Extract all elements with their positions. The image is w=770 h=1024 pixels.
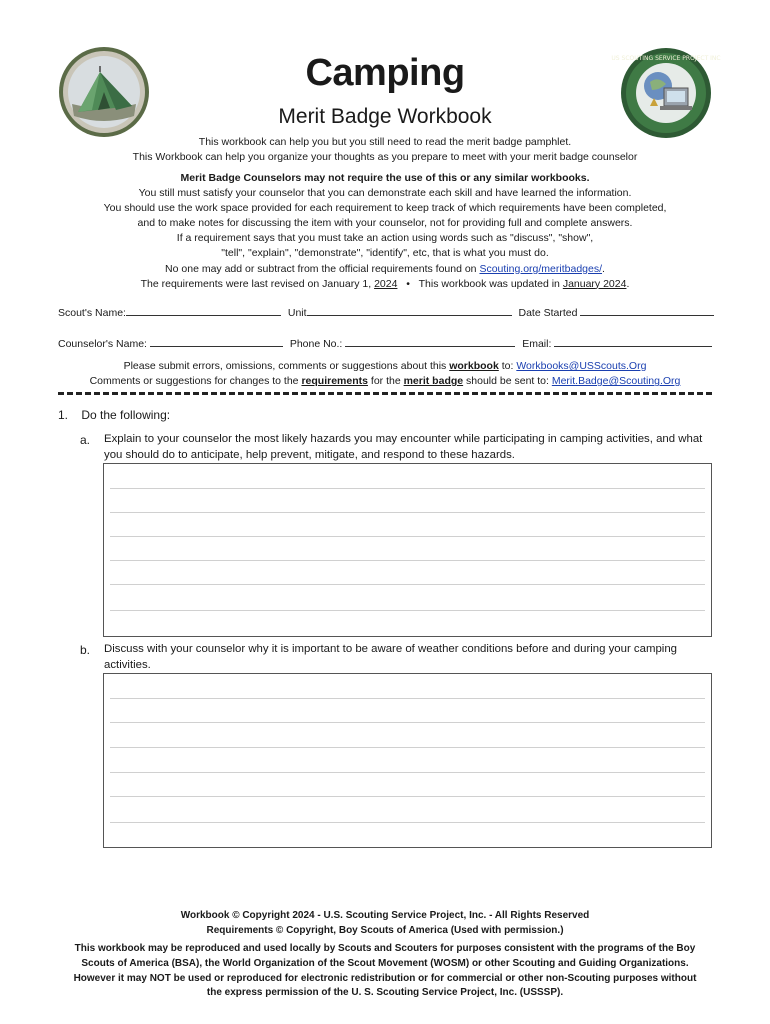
notice-line-5: If a requirement says that you must take an action using words such as "discuss", "show",	[176, 232, 594, 245]
page-title: Camping	[305, 52, 465, 94]
page-subtitle: Merit Badge Workbook	[278, 105, 492, 128]
notice-line-3: You should use the work space provided for each requirement to keep track of which requirements have been completed,	[103, 202, 667, 215]
requirements-link[interactable]: Scouting.org/meritbadges/	[479, 262, 603, 275]
answer-rule	[110, 722, 705, 723]
notice-line-7	[0, 262, 770, 277]
date-started-field[interactable]	[580, 305, 714, 316]
scout-name-field[interactable]	[126, 305, 281, 316]
submit-info	[0, 359, 770, 389]
submit-line-2-middle: for the	[367, 375, 404, 388]
answer-rule	[110, 512, 705, 513]
usage-line-2: Scouts of America (BSA), the World Organization of the Scout Movement (WOSM) or other Scouting and Guiding Organizations.	[81, 957, 689, 969]
notice-bold-line: Merit Badge Counselors may not require the use of this or any similar workbooks.	[180, 172, 590, 184]
requirement-1b-line-2: activities.	[104, 658, 151, 671]
requirement-1b-line-1: Discuss with your counselor why it is important to be aware of weather conditions before and during your camping	[104, 643, 677, 655]
phone-field[interactable]	[345, 336, 515, 347]
counselor-name-field[interactable]	[150, 336, 283, 347]
submit-line-2-prefix: Comments or suggestions for changes to the	[89, 375, 302, 388]
submit-line-1	[0, 359, 770, 374]
usage-line-4: the express permission of the U. S. Scouting Service Project, Inc. (USSSP).	[206, 987, 564, 999]
workbook-word: workbook	[449, 360, 499, 372]
requirement-1a-text	[104, 432, 714, 463]
requirement-1a-line-2: you should do to anticipate, help prevent, mitigate, and respond to these hazards.	[104, 448, 515, 461]
copyright-block	[0, 909, 770, 939]
answer-box-1b[interactable]	[103, 673, 712, 848]
answer-rule	[110, 698, 705, 699]
submit-line-1-middle: to:	[498, 360, 517, 372]
answer-rule	[110, 584, 705, 585]
answer-rule	[110, 610, 705, 611]
counselor-notice	[0, 171, 770, 292]
workbooks-email-link[interactable]: Workbooks@USScouts.Org	[516, 360, 647, 372]
usage-notice	[0, 942, 770, 1001]
answer-rule	[110, 488, 705, 489]
answer-rule	[110, 796, 705, 797]
section-divider	[58, 392, 712, 395]
email-label: Email:	[522, 338, 552, 350]
scout-name-label: Scout's Name:	[58, 307, 126, 319]
unit-field[interactable]	[307, 305, 512, 316]
intro-line-1: This workbook can help you but you still need to read the merit badge pamphlet.	[198, 136, 572, 148]
updated-suffix: .	[626, 277, 630, 290]
answer-rule	[110, 560, 705, 561]
usage-line-1: This workbook may be reproduced and used locally by Scouts and Scouters for purposes consistent with the programs of the Boy	[74, 943, 696, 954]
requirement-1b-label: b.	[80, 643, 91, 657]
counselor-info-row	[58, 336, 712, 350]
requirement-1-number: 1.	[58, 408, 69, 422]
intro-text	[0, 135, 770, 164]
copyright-line-2: Requirements © Copyright, Boy Scouts of America (Used with permission.)	[206, 924, 564, 936]
updated-date: January 2024	[562, 277, 627, 290]
counselor-name-label: Counselor's Name:	[58, 338, 147, 350]
requirement-1a-label: a.	[80, 433, 91, 447]
answer-rule	[110, 747, 705, 748]
unit-label: Unit	[287, 307, 307, 319]
answer-rule	[110, 536, 705, 537]
merit-badge-word: merit badge	[403, 375, 464, 388]
notice-line-6: "tell", "explain", "demonstrate", "identify", etc, that is what you must do.	[221, 247, 549, 260]
seal-text: US SCOUTING SERVICE PROJECT INC	[611, 55, 721, 62]
phone-label: Phone No.:	[289, 338, 343, 350]
requirements-word: requirements	[301, 375, 368, 388]
usage-line-3: However it may NOT be used or reproduced for electronic redistribution or for commercial or other non-Scouting purposes without	[73, 972, 697, 984]
notice-line-4: and to make notes for discussing the item with your counselor, not for providing full and complete answers.	[137, 217, 633, 230]
requirement-1	[58, 408, 170, 422]
copyright-line-1: Workbook © Copyright 2024 - U.S. Scouting Service Project, Inc. - All Rights Reserved	[180, 910, 590, 921]
intro-line-2: This Workbook can help you organize your thoughts as you prepare to meet with your merit badge counselor	[132, 150, 638, 163]
notice-line-7-prefix: No one may add or subtract from the official requirements found on	[165, 262, 480, 275]
requirement-1-text: Do the following:	[81, 408, 171, 422]
requirement-1a-line-1: Explain to your counselor the most likely hazards you may encounter while participating in camping activities, and what	[104, 433, 703, 445]
scout-info-row	[58, 305, 714, 319]
notice-line-8	[0, 277, 770, 292]
revised-year: 2024	[374, 277, 398, 290]
bullet-separator: •	[406, 277, 410, 290]
date-started-label: Date Started	[518, 307, 578, 319]
updated-prefix: This workbook was updated in	[418, 277, 563, 290]
notice-line-7-suffix: .	[602, 262, 605, 275]
answer-box-1a[interactable]	[103, 463, 712, 637]
submit-line-2-middle2: should be sent to:	[463, 375, 552, 388]
submit-line-1-prefix: Please submit errors, omissions, comments or suggestions about this	[123, 360, 450, 372]
email-field[interactable]	[554, 336, 712, 347]
merit-badge-email-link[interactable]: Merit.Badge@Scouting.Org	[551, 375, 681, 388]
notice-line-2: You still must satisfy your counselor that you can demonstrate each skill and have learned the information.	[138, 187, 632, 200]
answer-rule	[110, 822, 705, 823]
submit-line-2	[0, 374, 770, 389]
answer-rule	[110, 772, 705, 773]
revised-prefix: The requirements were last revised on January 1,	[140, 277, 375, 290]
requirement-1b-text	[104, 642, 714, 673]
